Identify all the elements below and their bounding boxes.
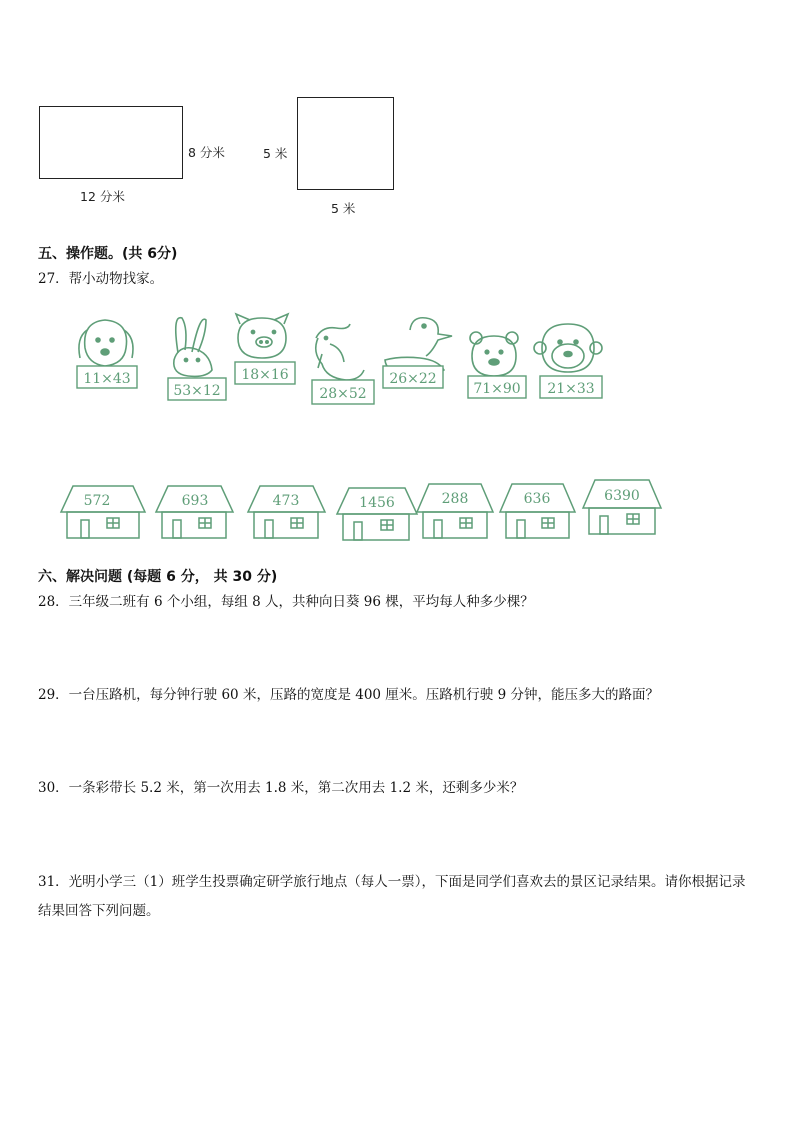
animal-expr-bear: 71×90 [473, 381, 521, 397]
section6-heading: 六、解决问题 (每题 6 分， 共 30 分) [38, 569, 278, 585]
animal-expr-rabbit: 53×12 [173, 383, 221, 399]
square-bottom-label: 5 米 [331, 201, 356, 216]
square-left-label: 5 米 [263, 146, 288, 161]
house-number-5: 288 [441, 491, 469, 507]
dog-icon [79, 320, 133, 366]
house-number-2: 693 [181, 493, 209, 509]
bear-icon [470, 332, 518, 376]
rectangle-figure [39, 106, 183, 179]
animal-expr-duck: 26×22 [389, 371, 437, 387]
house-number-4: 1456 [359, 495, 395, 511]
animal-expr-pig: 18×16 [241, 367, 289, 383]
question-29: 29．一台压路机，每分钟行驶 60 米，压路的宽度是 400 厘米。压路机行驶 9 分钟，能压多大的路面？ [38, 687, 659, 703]
animals-illustration [60, 308, 630, 408]
house-number-7: 6390 [604, 488, 640, 504]
section5-heading: 五、操作题。(共 6分) [38, 246, 178, 262]
animal-expr-goat: 28×52 [319, 386, 367, 402]
rectangle-width-label: 12 分米 [80, 189, 125, 204]
animal-expr-monkey: 21×33 [547, 381, 595, 397]
rectangle-height-label: 8 分米 [188, 145, 225, 160]
question-27: 27．帮小动物找家。 [38, 271, 164, 287]
house-number-6: 636 [523, 491, 551, 507]
animal-expr-dog: 11×43 [83, 371, 131, 387]
square-figure [297, 97, 394, 190]
monkey-icon [534, 324, 602, 372]
question-28: 28．三年级二班有 6 个小组，每组 8 人，共种向日葵 96 棵，平均每人种多少棵？ [38, 594, 534, 610]
rabbit-icon [174, 318, 212, 377]
pig-icon [236, 314, 288, 358]
goat-icon [316, 324, 364, 380]
house-number-3: 473 [272, 493, 300, 509]
question-30: 30．一条彩带长 5.2 米，第一次用去 1.8 米，第二次用去 1.2 米，还剩多少米？ [38, 780, 524, 796]
question-31: 31．光明小学三（1）班学生投票确定研学旅行地点（每人一票），下面是同学们喜欢去的景区记录结果。请你根据记录结果回答下列问题。 [38, 874, 746, 919]
houses-illustration [55, 478, 665, 544]
house-number-1: 572 [83, 493, 111, 509]
